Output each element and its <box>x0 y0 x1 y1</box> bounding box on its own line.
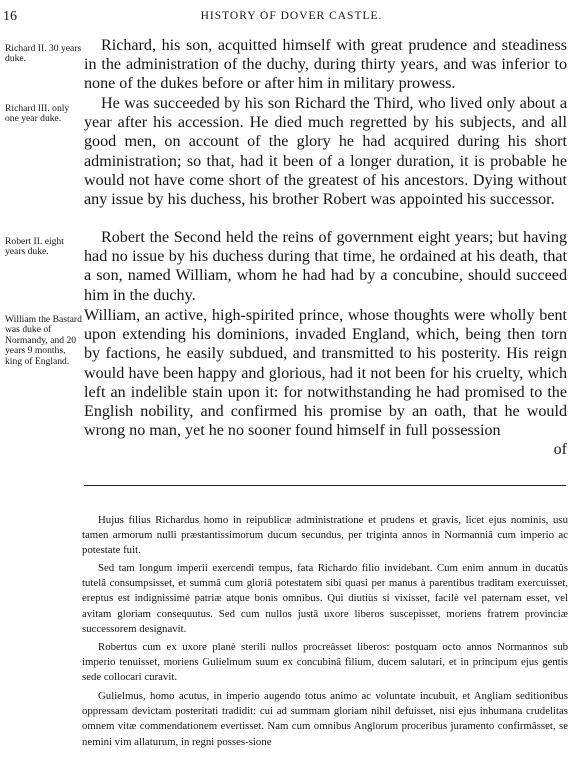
running-title: HISTORY OF DOVER CASTLE. <box>200 10 383 22</box>
body-paragraph-robert-ii: Robert the Second held the reins of government eight years; but having had no issue by his duchess during that time, he ordained at his death, that a son, named William, whom he had had by a concubine, should succeed him in the duchy. <box>84 229 567 304</box>
footnote-1: Hujus filius Richardus homo in reipublicæ administratione et prudens et gravis, licet ejus nominis, usu tamen armorum nulli præstantissimorum ducum secundus, per triginta annos in Normanniâ cum imperio ac potestate fuit. <box>82 514 568 557</box>
margin-note-robert-ii: Robert II. eight years duke. <box>5 236 64 258</box>
body-paragraph-william: William, an active, high-spirited prince, whose thoughts were wholly bent upon extending his dominions, invaded England, which, being then torn by factions, he easily subdued, and transmitted to his posterity. His reign would have been happy and glorious, had it not been for his cruelty, which left an indelible stain upon it: for notwithstanding he had promised to the English nobility, and confirmed his promise by an oath, that he would wrong no man, yet he no sooner found himself in full possession <box>84 307 567 440</box>
footnote-4: Gulielmus, homo acutus, in imperio augendo totus animo ac voluntate incubuit, et Angliam seditionibus oppressam devictam posteritati tradidit: cui ad summam gloriam nihil defuisset, nisi ejus inhumana crudelitas omnem vitæ commendationem evertisset. Nam cum omnibus Anglorum proceribus juramento confirmâsset, se nemini vim allaturum, in regni posses-sione <box>82 690 568 748</box>
margin-note-richard-ii: Richard II. 30 years duke. <box>5 43 82 65</box>
footnote-separator <box>84 485 566 486</box>
catchword: of <box>553 441 567 458</box>
margin-note-richard-iii: Richard III. only one year duke. <box>5 103 70 125</box>
page-number: 16 <box>3 9 17 24</box>
body-paragraph-richard-ii: Richard, his son, acquitted himself with great prudence and steadiness in the administration of the duchy, during thirty years, and was inferior to none of the dukes before or after him in military prowess. <box>84 37 567 93</box>
footnote-2: Sed tam longum imperii exercendi tempus, fata Richardo filio invidebant. Cum enim annum in ducatûs tutelâ consumpsisset, et summâ cum gloriâ potestatem sibi quasi per manus à parentibus traditam exercuisset, ereptus est indignissimè patriæ atque bonis omnibus. Qui diutiùs si vixisset, facilè vel paternam esset, vel avitam gloriam consequutus. Sed cum nullos justâ uxore liberos suscepisset, moriens fratrem provinciæ successorem designavit. <box>82 562 568 635</box>
margin-note-william: William the Bastard was duke of Normandy, and 20 years 9 months, king of England. <box>5 314 82 367</box>
body-paragraph-richard-iii: He was succeeded by his son Richard the Third, who lived only about a year after his accession. He died much regretted by his subjects, and all good men, on account of the glory he had acquired during his short administration; so that, had it been of a longer duration, it is probable he would not have come short of the greatest of his ancestors. Dying without any issue by his duchess, his brother Robert was appointed his successor. <box>84 95 567 209</box>
page-header <box>0 9 583 25</box>
footnote-3: Robertus cum ex uxore planè sterili nullos procreâsset liberos: postquam octo annos Normannos sub imperio tenuisset, moriens Gulielmum suum ex concubinâ filium, ducem salutari, et in principum ejus gentis sede collocari curavit. <box>82 641 568 684</box>
